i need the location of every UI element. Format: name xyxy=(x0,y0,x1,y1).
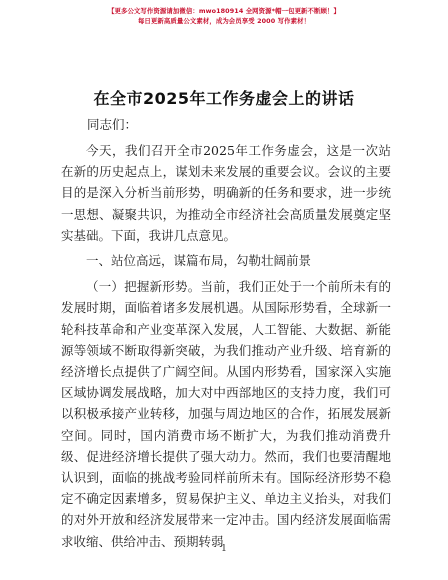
intro-paragraph: 今天，我们召开全市2025年工作务虚会，这是一次站在新的历史起点上，谋划未来发展的重要会议。会议的主要目的是深入分析当前形势，明确新的任务和要求，进一步统一思想、凝聚共识，为推动全市经济社会高质量发展奠定坚实基础。下面，我讲几点意见。 xyxy=(61,143,391,243)
document-body xyxy=(61,140,391,552)
section-heading: 一、站位高远，谋篇布局，勾勒壮阔前景 xyxy=(86,253,312,269)
promo-banner-line-2: 每日更新高质量公文素材，成为会员享受 2000 写作素材！ xyxy=(137,17,311,25)
page-number: 1 xyxy=(221,544,227,554)
salutation: 同志们： xyxy=(87,117,138,132)
section-paragraph: （一）把握新形势。当前，我们正处于一个前所未有的发展时期，面临着诸多发展机遇。从国际形势看，全球新一轮科技革命和产业变革深入发展，人工智能、大数据、新能源等领域不断取得新突破，为我们推动产业升级、培育新的经济增长点提供了广阔空间。从国内形势看，国家深入实施区域协调发展战略，加大对中西部地区的支持力度，我们可以积极承接产业转移，加强与周边地区的合作，拓展发展新空间。同时，国内消费市场不断扩大，为我们推动消费升级、促进经济增长提供了强大动力。然而，我们也要清醒地认识到，面临的挑战考验同样前所未有。国际经济形势不稳定不确定因素增多，贸易保护主义、单边主义抬头，对我们的对外开放和经济发展带来一定冲击。国内经济发展面临需求收缩、供给冲击、预期转弱 xyxy=(61,279,391,549)
promo-banner-line-1: 【更多公文写作资源请加微信：mwo180914 全网资源*帽一包更新不断顾！】 xyxy=(107,7,341,15)
document-title: 在全市2025年工作务虚会上的讲话 xyxy=(93,89,355,108)
promo-banner xyxy=(0,6,448,26)
